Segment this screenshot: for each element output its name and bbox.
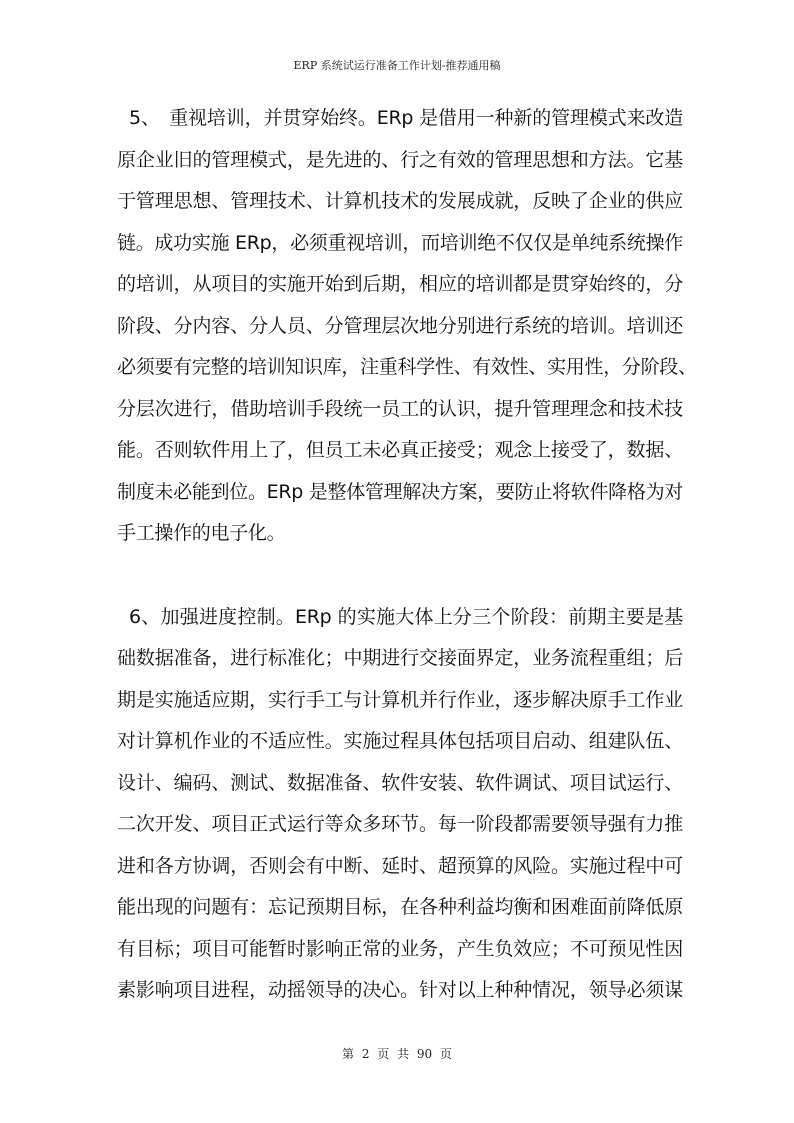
text-line: 制度未必能到位。ERp 是整体管理解决方案，要防止将软件降格为对 bbox=[117, 480, 683, 503]
paragraph-progress-control bbox=[117, 597, 683, 1012]
text-line: 能。否则软件用上了，但员工未必真正接受；观念上接受了，数据、 bbox=[117, 439, 683, 461]
text-line: 链。成功实施 ERp，必须重视培训，而培训绝不仅仅是单纯系统操作 bbox=[117, 231, 683, 254]
text-line: 分层次进行，借助培训手段统一员工的认识，提升管理理念和技术技 bbox=[117, 397, 683, 420]
text-line: 二次开发、项目正式运行等众多环节。每一阶段都需要领导强有力推 bbox=[117, 813, 683, 835]
paragraph-training bbox=[117, 98, 697, 555]
text-line: 础数据准备，进行标准化；中期进行交接面界定，业务流程重组；后 bbox=[117, 647, 683, 669]
text-line: 于管理思想、管理技术、计算机技术的发展成就，反映了企业的供应 bbox=[117, 190, 683, 212]
text-line: 有目标；项目可能暂时影响正常的业务，产生负效应；不可预见性因 bbox=[117, 937, 683, 960]
text-line: 阶段、分内容、分人员、分管理层次地分别进行系统的培训。培训还 bbox=[117, 314, 683, 337]
page-header: ERP 系统试运行准备工作计划-推荐通用稿 bbox=[293, 59, 501, 72]
text-line: 的培训，从项目的实施开始到后期，相应的培训都是贯穿始终的，分 bbox=[117, 273, 683, 295]
text-line: 能出现的问题有：忘记预期目标，在各种利益均衡和困难面前降低原 bbox=[117, 896, 683, 918]
text-line: 5、 重视培训，并贯穿始终。ERp 是借用一种新的管理模式来改造 bbox=[129, 107, 683, 129]
document-body bbox=[117, 98, 697, 1012]
text-line: 素影响项目进程，动摇领导的决心。针对以上种种情况，领导必须谋 bbox=[117, 979, 683, 1001]
text-line: 设计、编码、测试、数据准备、软件安装、软件调试、项目试运行、 bbox=[117, 771, 683, 794]
text-line: 必须要有完整的培训知识库，注重科学性、有效性、实用性，分阶段、 bbox=[117, 356, 697, 378]
text-line: 原企业旧的管理模式，是先进的、行之有效的管理思想和方法。它基 bbox=[117, 148, 683, 171]
text-line: 进和各方协调，否则会有中断、延时、超预算的风险。实施过程中可 bbox=[117, 854, 683, 877]
text-line: 期是实施适应期，实行手工与计算机并行作业，逐步解决原手工作业 bbox=[117, 688, 683, 711]
paragraph-spacer bbox=[117, 555, 683, 597]
text-line: 手工操作的电子化。 bbox=[117, 522, 286, 544]
page-number: 第 2 页 共 90 页 bbox=[342, 1047, 452, 1061]
text-line: 对计算机作业的不适应性。实施过程具体包括项目启动、组建队伍、 bbox=[117, 730, 683, 752]
text-line: 6、加强进度控制。ERp 的实施大体上分三个阶段：前期主要是基 bbox=[129, 605, 683, 628]
